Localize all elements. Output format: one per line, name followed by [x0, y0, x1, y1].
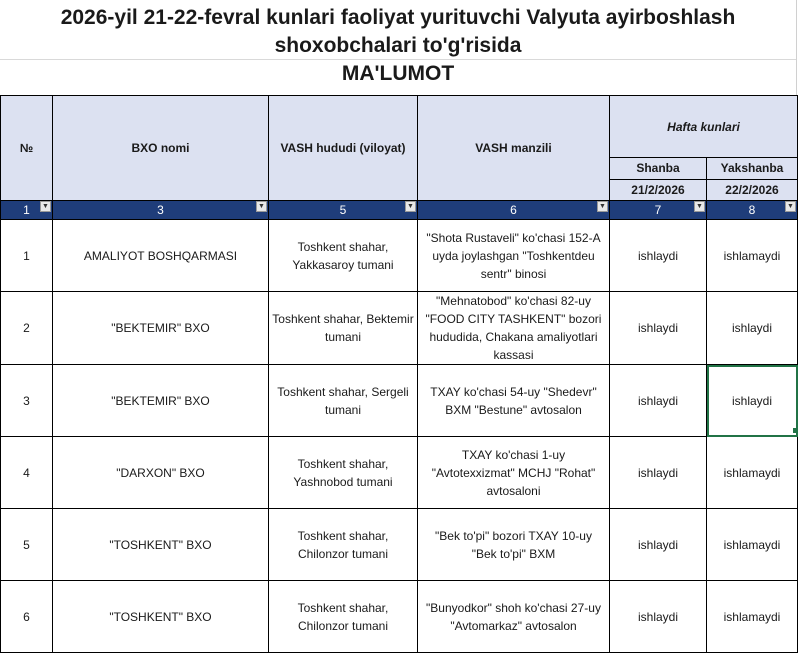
cell-address[interactable]: "Bunyodkor" shoh ko'chasi 27-uy "Avtomarkaz" avtosalon [418, 581, 610, 653]
cell-region[interactable]: Toshkent shahar, Chilonzor tumani [269, 509, 418, 581]
table-row [1, 292, 798, 365]
filter-cell [418, 201, 610, 220]
filter-cell [53, 201, 269, 220]
dropdown-arrow-icon[interactable]: ▼ [785, 201, 796, 212]
cell-saturday-status[interactable]: ishlaydi [610, 437, 707, 509]
filter-cell [1, 201, 53, 220]
header-bxo-name[interactable]: BXO nomi [53, 96, 269, 201]
header-weekdays[interactable]: Hafta kunlari [610, 96, 798, 158]
cell-region[interactable]: Toshkent shahar, Chilonzor tumani [269, 581, 418, 653]
cell-bxo-name[interactable]: AMALIYOT BOSHQARMASI [53, 220, 269, 292]
cell-bxo-name[interactable]: "TOSHKENT" BXO [53, 509, 269, 581]
filter-number: 3 [157, 203, 164, 217]
header-sunday[interactable]: Yakshanba [707, 158, 798, 179]
header-region[interactable]: VASH hududi (viloyat) [269, 96, 418, 201]
filter-number: 1 [23, 203, 30, 217]
table-row [1, 581, 798, 653]
title-divider [0, 59, 796, 60]
filter-cell [707, 201, 798, 220]
cell-number[interactable]: 3 [1, 365, 53, 437]
cell-address[interactable]: "Shota Rustaveli" ko'chasi 152-A uyda joylashgan "Toshkentdeu sentr" binosi [418, 220, 610, 292]
filter-number: 6 [510, 203, 517, 217]
cell-number[interactable]: 2 [1, 292, 53, 365]
filter-number: 5 [339, 203, 347, 217]
cell-bxo-name[interactable]: "BEKTEMIR" BXO [53, 365, 269, 437]
dropdown-arrow-icon[interactable]: ▼ [405, 201, 416, 212]
cell-saturday-status[interactable]: ishlaydi [610, 220, 707, 292]
cell-region[interactable]: Toshkent shahar, Bektemir tumani [269, 292, 418, 365]
header-number[interactable]: № [1, 96, 53, 201]
cell-sunday-status[interactable]: ishlaydi [707, 292, 798, 365]
cell-sunday-status[interactable]: ishlamaydi [707, 437, 798, 509]
header-saturday-date[interactable]: 21/2/2026 [610, 179, 707, 200]
cell-number[interactable]: 1 [1, 220, 53, 292]
table-row [1, 220, 798, 292]
data-table [0, 95, 798, 653]
cell-sunday-status[interactable]: ishlamaydi [707, 581, 798, 653]
dropdown-arrow-icon[interactable]: ▼ [597, 201, 608, 212]
title-line-2: shoxobchalari to'g'risida [274, 34, 522, 57]
cell-saturday-status[interactable]: ishlaydi [610, 292, 707, 365]
filter-number: 8 [748, 203, 756, 217]
header-address[interactable]: VASH manzili [418, 96, 610, 201]
table-row [1, 509, 798, 581]
cell-region[interactable]: Toshkent shahar, Yashnobod tumani [269, 437, 418, 509]
title-line-1: 2026-yil 21-22-fevral kunlari faoliyat yurituvchi Valyuta ayirboshlash [60, 6, 736, 29]
header-sunday-date[interactable]: 22/2/2026 [707, 179, 798, 200]
cell-sunday-status[interactable]: ishlamaydi [707, 509, 798, 581]
filter-number: 7 [654, 203, 662, 217]
cell-sunday-status[interactable]: ishlamaydi [707, 220, 798, 292]
cell-saturday-status[interactable]: ishlaydi [610, 365, 707, 437]
cell-address[interactable]: TXAY ko'chasi 54-uy "Shedevr" BXM "Bestune" avtosalon [418, 365, 610, 437]
cell-bxo-name[interactable]: "DARXON" BXO [53, 437, 269, 509]
table-row [1, 437, 798, 509]
table-row [1, 365, 798, 437]
dropdown-arrow-icon[interactable]: ▼ [256, 201, 267, 212]
title-line-3: MA'LUMOT [341, 62, 455, 85]
autofilter-row [1, 201, 798, 220]
cell-region[interactable]: Toshkent shahar, Sergeli tumani [269, 365, 418, 437]
cell-address[interactable]: "Bek to'pi" bozori TXAY 10-uy "Bek to'pi" BXM [418, 509, 610, 581]
cell-address[interactable]: TXAY ko'chasi 1-uy "Avtotexxizmat" MCHJ "Rohat" avtosaloni [418, 437, 610, 509]
cell-saturday-status[interactable]: ishlaydi [610, 581, 707, 653]
title-block [0, 0, 797, 95]
cell-number[interactable]: 5 [1, 509, 53, 581]
cell-bxo-name[interactable]: "TOSHKENT" BXO [53, 581, 269, 653]
selected-cell-sunday-status[interactable]: ishlaydi [707, 365, 798, 437]
cell-number[interactable]: 6 [1, 581, 53, 653]
cell-number[interactable]: 4 [1, 437, 53, 509]
header-saturday[interactable]: Shanba [610, 158, 707, 179]
cell-address[interactable]: "Mehnatobod" ko'chasi 82-uy "FOOD CITY TASHKENT" bozori hududida, Chakana amaliyotlari kassasi [418, 292, 610, 365]
filter-cell [610, 201, 707, 220]
cell-region[interactable]: Toshkent shahar, Yakkasaroy tumani [269, 220, 418, 292]
cell-saturday-status[interactable]: ishlaydi [610, 509, 707, 581]
cell-bxo-name[interactable]: "BEKTEMIR" BXO [53, 292, 269, 365]
dropdown-arrow-icon[interactable]: ▼ [694, 201, 705, 212]
fill-handle[interactable] [793, 428, 798, 433]
dropdown-arrow-icon[interactable]: ▼ [40, 201, 51, 212]
filter-cell [269, 201, 418, 220]
